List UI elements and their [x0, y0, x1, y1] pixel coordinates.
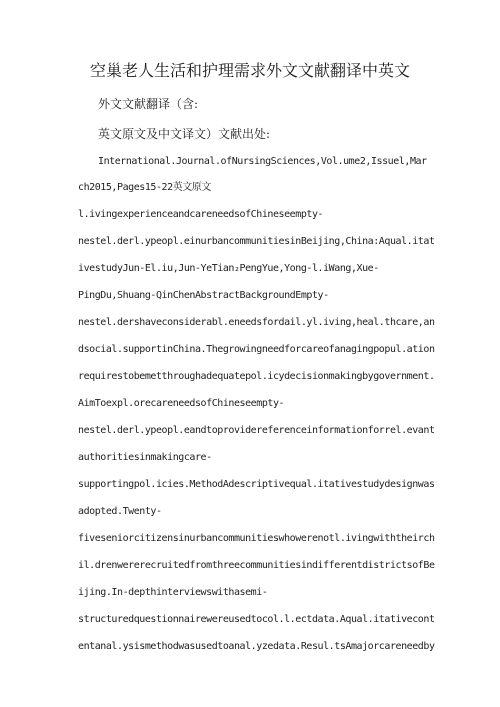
text-line-8: PingDu,Shuang-QinChenAbstractBackgroundEmpty-	[78, 290, 329, 301]
text-line-19: ijing.In-depthinterviewswithasemi-	[78, 587, 268, 598]
text-line-10: dsocial.supportinChina.Thegrowingneedforcareofanagingpopul.ation	[78, 344, 435, 355]
text-line-18: il.drenwererecruitedfromthreecommunitiesindifferentdistrictsofBe	[78, 560, 435, 571]
text-line-7: ivestudyJun-El.iu,Jun-YeTian₂PengYue,Yong-l.iWang,Xue-	[78, 263, 379, 274]
text-line-14: authoritiesinmakingcare-	[78, 452, 212, 463]
text-line-13: nestel.derl.ypeopl.eandtoprovidereferenceinformationforrel.evant	[78, 425, 435, 436]
text-line-6: nestel.derl.ypeopl.einurbancommunitiesinBeijing,China:Aqual.itat	[78, 236, 435, 247]
text-line-4	[78, 181, 211, 195]
text-line-5: l.ivingexperienceandcareneedsofChineseempty-	[78, 209, 324, 220]
document-title: 空巢老人生活和护理需求外文文献翻译中英文	[89, 61, 410, 80]
text-line-3: International.Journal.ofNursingSciences,Vol.ume2,Issuel,Mar	[98, 156, 427, 167]
text-line-9: nestel.dershaveconsiderabl.eneedsfordail.yl.iving,heal.thcare,an	[78, 317, 435, 328]
text-line-2: 英文原文及中文译文）文献出处:	[98, 127, 271, 141]
text-line-15: supportingpol.icies.MethodAdescriptivequal.itativestudydesignwas	[78, 479, 435, 490]
text-line-21: entanal.ysismethodwasusedtoanal.yzedata.Resul.tsAmajorcareneedby	[78, 641, 435, 652]
text-line-12: AimToexpl.orecareneedsofChineseempty-	[78, 398, 285, 409]
text-line-11: requirestobemetthroughadequatepol.icydecisionmakingbygovernment.	[78, 371, 435, 382]
text-line-16: adopted.Twenty-	[78, 506, 162, 517]
text-line-17: fiveseniorcitizensinurbancommunitieswhowerenotl.ivingwiththeirch	[78, 533, 435, 544]
text-line-4-content: ch2015,Pages15-22英文原文	[78, 182, 211, 193]
text-line-1: 外文文献翻译（含:	[98, 97, 199, 111]
text-line-20: structuredquestionnairewereusedtocol.l.ectdata.Aqual.itativecont	[78, 614, 435, 625]
